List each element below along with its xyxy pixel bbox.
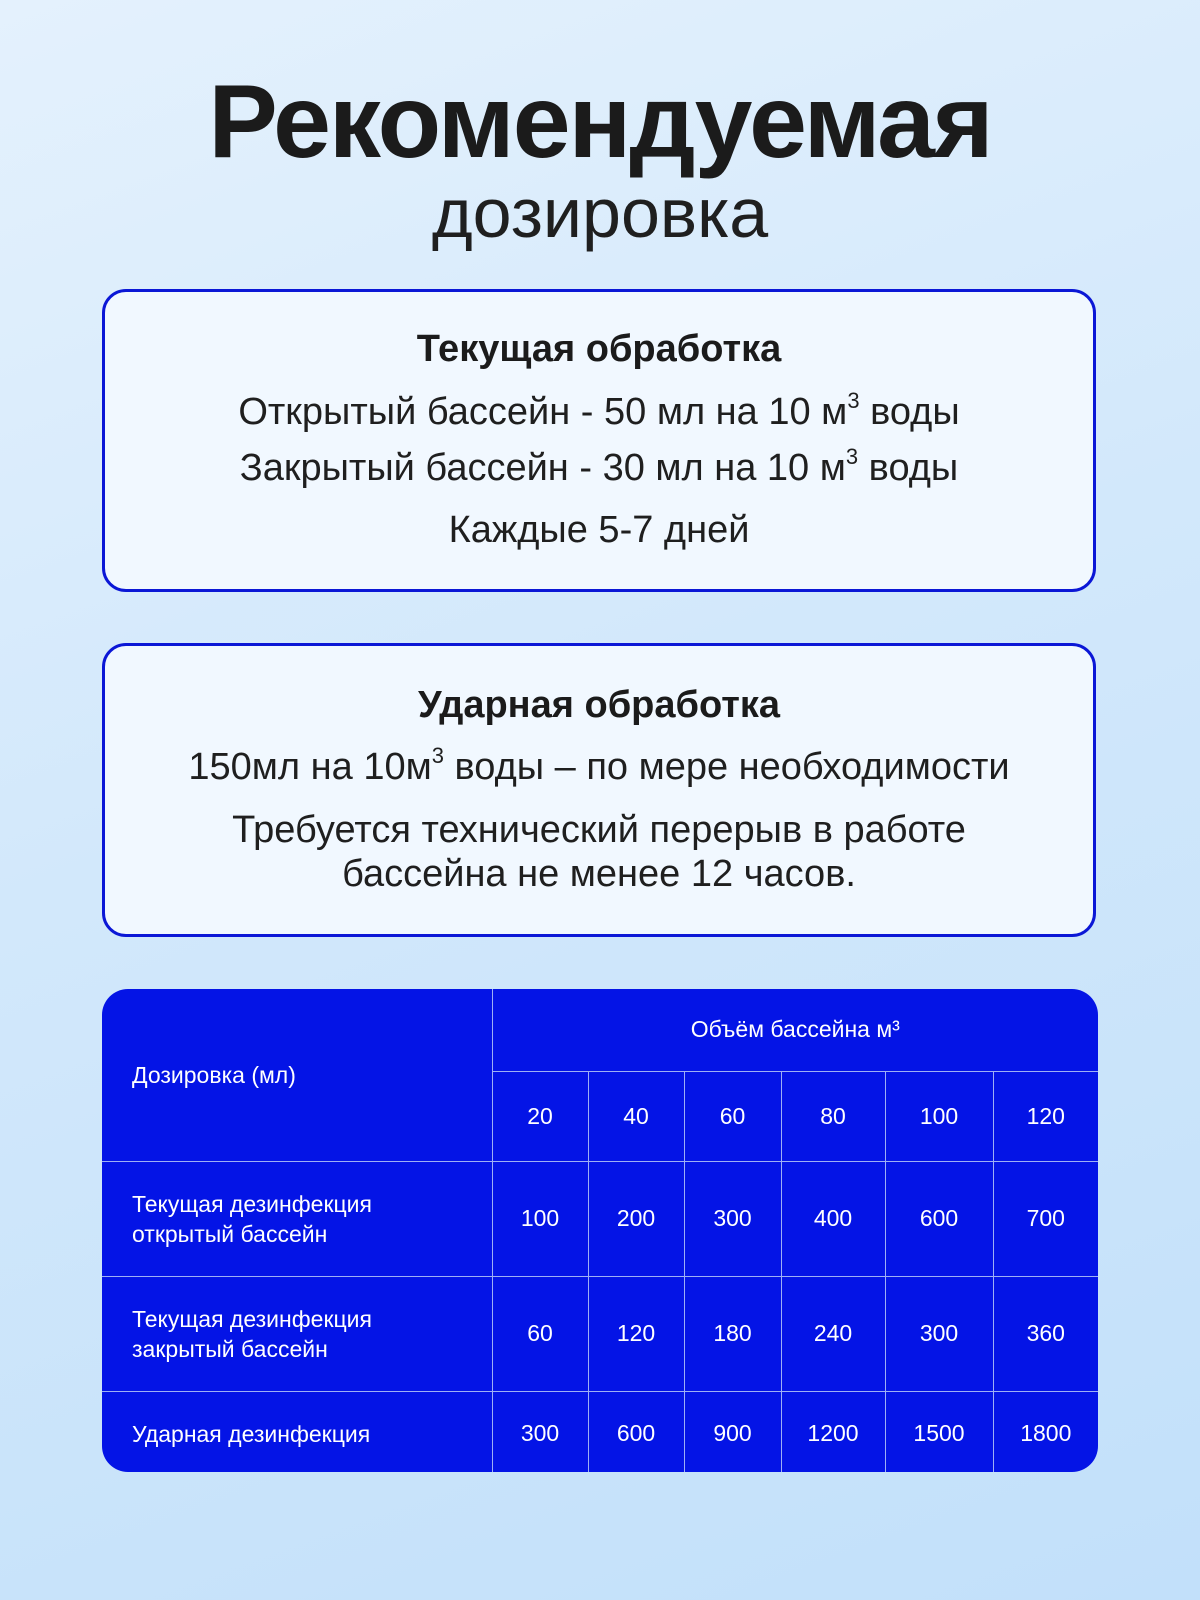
value-cell: 300 bbox=[492, 1391, 588, 1472]
table-row bbox=[102, 1161, 1098, 1276]
value-cell: 600 bbox=[588, 1391, 684, 1472]
treatment-frequency: Каждые 5-7 дней bbox=[448, 509, 750, 551]
volume-cell: 80 bbox=[781, 1071, 885, 1161]
shock-note-line1: Требуется технический перерыв в работе bbox=[232, 809, 966, 851]
value-cell: 60 bbox=[492, 1276, 588, 1391]
value-cell: 700 bbox=[993, 1161, 1098, 1276]
shock-treatment-card bbox=[102, 643, 1096, 937]
value-cell: 180 bbox=[684, 1276, 781, 1391]
value-cell: 600 bbox=[885, 1161, 993, 1276]
value-cell: 300 bbox=[885, 1276, 993, 1391]
value-cell: 900 bbox=[684, 1391, 781, 1472]
volume-header: Объём бассейна м³ bbox=[492, 989, 1098, 1071]
value-cell: 1200 bbox=[781, 1391, 885, 1472]
volume-cell: 100 bbox=[885, 1071, 993, 1161]
row-label: Текущая дезинфекция закрытый бассейн bbox=[102, 1276, 492, 1391]
shock-note-line2: бассейна не менее 12 часов. bbox=[342, 853, 856, 895]
table-row bbox=[102, 1391, 1098, 1472]
closed-pool-dose: Закрытый бассейн - 30 мл на 10 $м^3$ воды bbox=[239, 444, 959, 489]
dosage-header: Дозировка (мл) bbox=[102, 989, 492, 1161]
shock-dose: 150мл на $10м^3$ воды – по мере необходимости bbox=[188, 743, 1010, 788]
page-title: Рекомендуемая bbox=[208, 64, 992, 180]
shock-note bbox=[105, 808, 1093, 896]
value-cell: 120 bbox=[588, 1276, 684, 1391]
page-subtitle: дозировка bbox=[431, 174, 769, 252]
value-cell: 240 bbox=[781, 1276, 885, 1391]
value-cell: 360 bbox=[993, 1276, 1098, 1391]
row-label: Ударная дезинфекция bbox=[102, 1391, 492, 1472]
current-treatment-title: Текущая обработка bbox=[416, 328, 782, 370]
volume-cell: 60 bbox=[684, 1071, 781, 1161]
row-label: Текущая дезинфекция открытый бассейн bbox=[102, 1161, 492, 1276]
value-cell: 100 bbox=[492, 1161, 588, 1276]
table-row bbox=[102, 1276, 1098, 1391]
value-cell: 1800 bbox=[993, 1391, 1098, 1472]
volume-cell: 40 bbox=[588, 1071, 684, 1161]
shock-treatment-title: Ударная обработка bbox=[417, 684, 781, 726]
open-pool-dose: Открытый бассейн - 50 мл на 10 $м^3$ воды bbox=[238, 388, 960, 433]
volume-cell: 20 bbox=[492, 1071, 588, 1161]
value-cell: 300 bbox=[684, 1161, 781, 1276]
current-treatment-card bbox=[102, 289, 1096, 592]
value-cell: 400 bbox=[781, 1161, 885, 1276]
dosage-table bbox=[102, 989, 1098, 1472]
volume-cell: 120 bbox=[993, 1071, 1098, 1161]
value-cell: 200 bbox=[588, 1161, 684, 1276]
value-cell: 1500 bbox=[885, 1391, 993, 1472]
